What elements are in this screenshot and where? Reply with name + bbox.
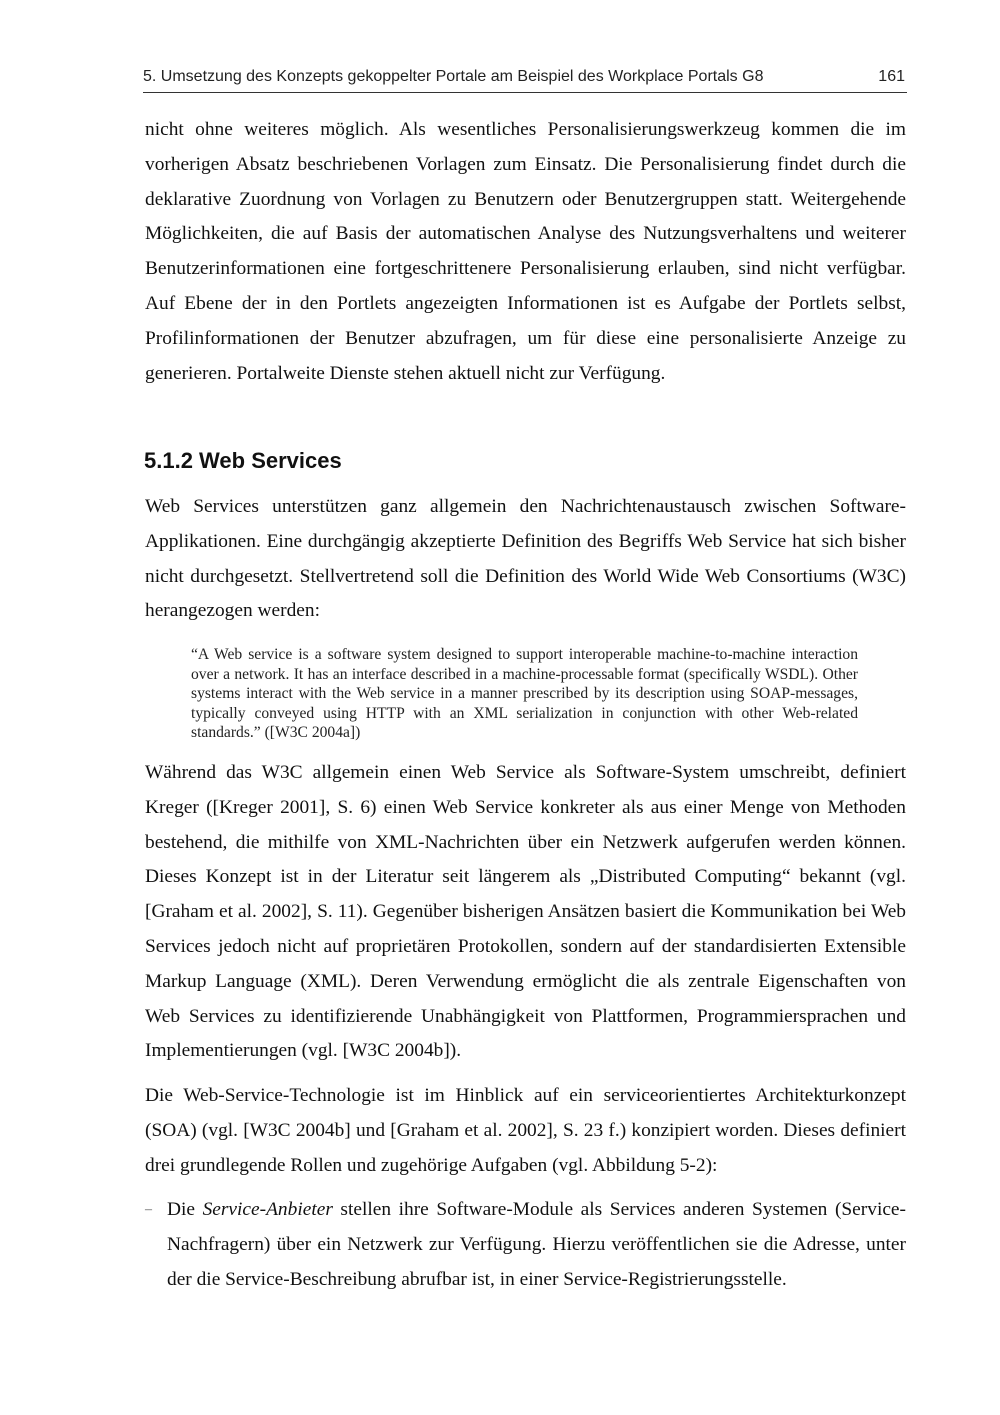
- paragraph-personalization: nicht ohne weiteres möglich. Als wesentliches Personalisierungswerkzeug kommen die im vorherigen Absatz beschriebenen Vorlagen zum Einsatz. Die Personalisierung findet durch die deklarative Zuordnung von Vorlagen zu Benutzern oder Benutzergruppen statt. Weitergehende Möglichkeiten, die auf Basis der automatischen Analyse des Nutzungsverhaltens und weiterer Benutzerinformationen eine fortgeschrittenere Personalisierung erlauben, sind nicht verfügbar. Auf Ebene der in den Portlets angezeigten Informationen ist es Aufgabe der Portlets selbst, Profilinformationen der Benutzer abzufragen, um für diese eine personalisierte Anzeige zu generieren. Portalweite Dienste stehen aktuell nicht zur Verfügung.: [145, 119, 906, 384]
- list-item-emphasis: Service-Anbieter: [202, 1199, 333, 1220]
- section-heading: 5.1.2 Web Services: [144, 448, 342, 473]
- page-header: [143, 66, 907, 93]
- list-item-prefix: Die: [167, 1199, 203, 1220]
- w3c-definition-quote: “A Web service is a software system designed to support interoperable machine-to-machine interaction over a network. It has an interface described in a machine-processable format (specifically WSDL). Other systems interact with the Web service in a manner prescribed by its description using SOAP-messages, typically conveyed using HTTP with an XML serialization in conjunction with other Web-related standards.” ([W3C 2004a]): [191, 646, 858, 741]
- paragraph-soa: Die Web-Service-Technologie ist im Hinblick auf ein serviceorientiertes Architekturkonzept (SOA) (vgl. [W3C 2004b] und [Graham et al. 2002], S. 23 f.) konzipiert worden. Dieses definiert drei grundlegende Rollen und zugehörige Aufgaben (vgl. Abbildung 5-2):: [145, 1085, 906, 1176]
- list-item-text: stellen ihre Software-Module als Services anderen Systemen (Service-Nachfragern) über ein Netzwerk zur Verfügung. Hierzu veröffentlichen sie die Adresse, unter der die Service-Beschreibung abrufbar ist, in einer Service-Registrierungsstelle.: [167, 1199, 906, 1290]
- paragraph-web-services-intro: Web Services unterstützen ganz allgemein den Nachrichtenaustausch zwischen Software-Applikationen. Eine durchgängig akzeptierte Definition des Begriffs Web Service hat sich bisher nicht durchgesetzt. Stellvertretend soll die Definition des World Wide Web Consortiums (W3C) herangezogen werden:: [145, 496, 906, 622]
- page-number: 161: [878, 68, 905, 85]
- paragraph-kreger-definition: Während das W3C allgemein einen Web Service als Software-System umschreibt, definiert Kreger ([Kreger 2001], S. 6) einen Web Service konkreter als aus einer Menge von Methoden bestehend, die mithilfe von XML-Nachrichten über ein Netzwerk aufgerufen werden können. Dieses Konzept ist in der Literatur seit längerem als „Distributed Computing“ bekannt (vgl. [Graham et al. 2002], S. 11). Gegenüber bisherigen Ansätzen basiert die Kommunikation bei Web Services jedoch nicht auf proprietären Protokollen, sondern auf der standardisierten Extensible Markup Language (XML). Deren Verwendung ermöglicht die als zentrale Eigenschaften von Web Services zu identifizierende Unabhängigkeit von Plattformen, Programmiersprachen und Implementierungen (vgl. [W3C 2004b]).: [145, 762, 906, 1062]
- running-title: 5. Umsetzung des Konzepts gekoppelter Portale am Beispiel des Workplace Portals G8: [143, 68, 764, 85]
- roles-list: [145, 1193, 906, 1297]
- list-item: [145, 1193, 906, 1297]
- bullet-dash: –: [145, 1202, 152, 1217]
